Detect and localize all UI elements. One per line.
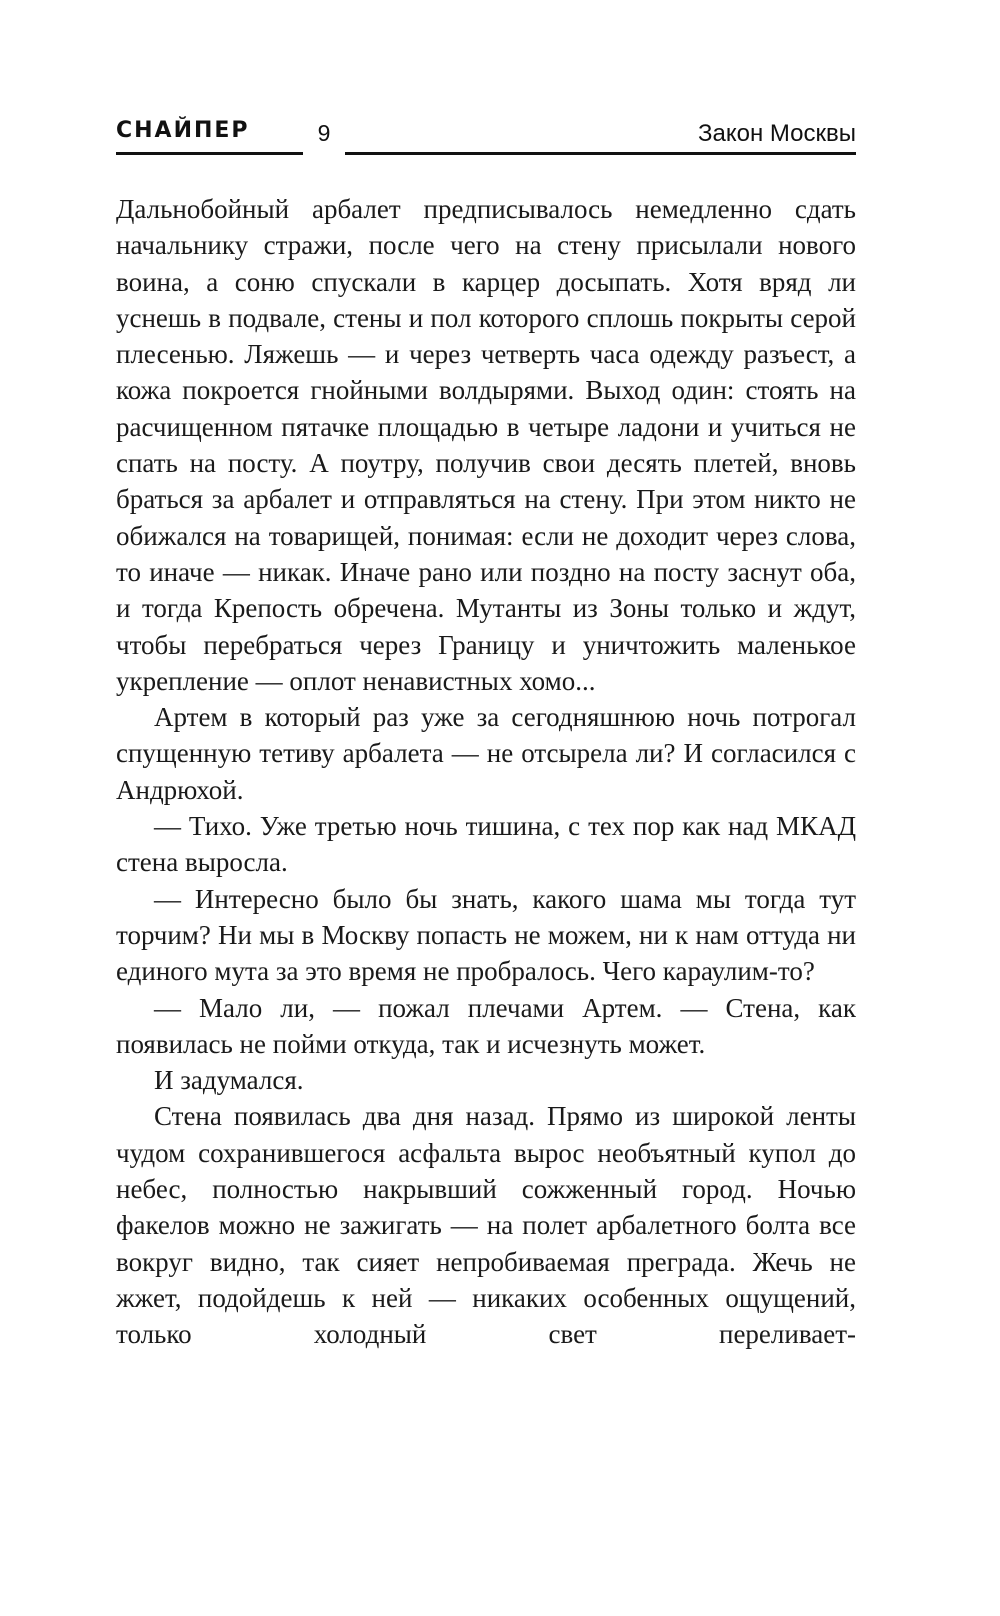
running-header — [116, 118, 856, 162]
body-text — [116, 191, 856, 1353]
book-title: Закон Москвы — [698, 120, 856, 147]
paragraph: Стена появилась два дня назад. Прямо из широкой ленты чудом сохранившегося асфальта вырос необъятный купол до небес, полностью накрывший сожженный город. Ночью факелов можно не зажигать — на полет арбалетного болта все вокруг видно, так сияет непробиваемая преграда. Жечь не жжет, подойдешь к ней — никаких особенных ощущений, только холодный свет переливает- — [116, 1101, 856, 1350]
series-title: СНАЙПЕР — [116, 118, 250, 143]
paragraph: Артем в который раз уже за сегодняшнюю ночь потрогал спущенную тетиву арбалета — не отсырела ли? И согласился с Андрюхой. — [116, 702, 856, 805]
header-rule-right — [345, 152, 856, 155]
paragraph: — Интересно было бы знать, какого шама мы тогда тут торчим? Ни мы в Москву попасть не можем, ни к нам оттуда ни единого мута за это время не пробралось. Чего караулим-то? — [116, 883, 856, 987]
paragraph: — Тихо. Уже третью ночь тишина, с тех пор как над МКАД стена выросла. — [116, 811, 856, 878]
page-number: 9 — [317, 120, 331, 146]
header-rule-left — [116, 152, 303, 155]
paragraph: — Мало ли, — пожал плечами Артем. — Стена, как появилась не пойми откуда, так и исчезнуть может. — [116, 992, 856, 1059]
paragraph: Дальнобойный арбалет предписывалось немедленно сдать начальнику стражи, после чего на стену присылали нового воина, а соню спускали в карцер досыпать. Хотя вряд ли уснешь в подвале, стены и пол которого сплошь покрыты серой плесенью. Ляжешь — и через четверть часа одежду разъест, а кожа покроется гнойными волдырями. Выход один: стоять на расчищенном пятачке площадью в четыре ладони и учиться не спать на посту. А поутру, получив свои десять плетей, вновь браться за арбалет и отправляться на стену. При этом никто не обижался на товарищей, понимая: если не доходит через слова, то иначе — никак. Иначе рано или поздно на посту заснут оба, и тогда Крепость обречена. Мутанты из Зоны только и ждут, чтобы перебраться через Границу и уничтожить маленькое укрепление — оплот ненавистных хомо... — [116, 194, 856, 696]
paragraph: И задумался. — [154, 1065, 304, 1096]
